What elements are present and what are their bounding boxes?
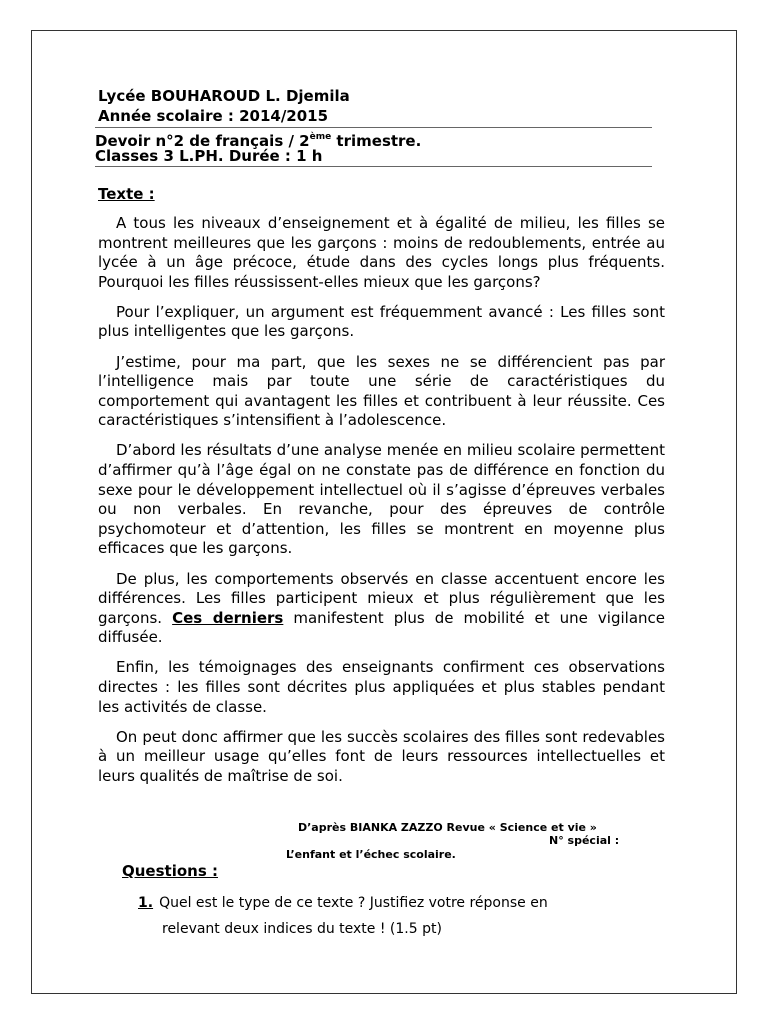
- assignment-title-end: trimestre.: [331, 132, 422, 150]
- assignment-title-superscript: ème: [309, 132, 332, 142]
- question-text-line-2: relevant deux indices du texte ! (1.5 pt): [162, 921, 442, 937]
- question-text-line-1: Quel est le type de ce texte ? Justifiez votre réponse en: [159, 895, 548, 911]
- paragraph-2: Pour l’expliquer, un argument est fréquemment avancé : Les filles sont plus intelligentes que les garçons.: [98, 302, 665, 341]
- paragraph-4: D’abord les résultats d’une analyse menée en milieu scolaire permettent d’affirmer qu’à l’âge égal on ne constate pas de différence en fonction du sexe pour le développement intellectuel où il s’agisse d’épreuves verbales ou non verbales. En revanche, pour des épreuves de contrôle psychomoteur et d’attention, les filles se montrent en moyenne plus efficaces que les garçons.: [98, 441, 665, 558]
- paragraph-5: [98, 570, 665, 648]
- paragraph-5-start: De plus, les comportements observés en classe accentuent encore les différences. Les filles participent mieux et plus régulièrement que les garçons.: [98, 569, 665, 627]
- school-name: Lycée BOUHAROUD L. Djemila: [98, 87, 350, 105]
- header-divider-bottom: [95, 166, 652, 167]
- paragraph-7: On peut donc affirmer que les succès scolaires des filles sont redevables à un meilleur usage qu’elles font de leurs ressources intellectuelles et leurs qualités de maîtrise de soi.: [98, 727, 665, 785]
- source-line-1: D’après BIANKA ZAZZO Revue « Science et vie »: [298, 821, 597, 834]
- paragraph-5-end: manifestent plus de mobilité et une vigilance diffusée.: [98, 608, 665, 647]
- question-number: 1.: [138, 895, 154, 911]
- text-body: [98, 214, 665, 797]
- source-line-2: N° spécial :: [549, 834, 620, 847]
- paragraph-3: J’estime, pour ma part, que les sexes ne se différencient pas par l’intelligence mais par toute une série de caractéristiques du comportement qui avantagent les filles et contribuent à leur réussite. Ces caractéristiques s’intensifient à l’adolescence.: [98, 352, 665, 430]
- text-title: Texte :: [98, 185, 155, 203]
- school-year: Année scolaire : 2014/2015: [98, 107, 329, 125]
- paragraph-1: A tous les niveaux d’enseignement et à égalité de milieu, les filles se montrent meilleures que les garçons : moins de redoublements, entrée au lycée à un âge précoce, étude dans des cycles longs plus fréquents. Pourquoi les filles réussissent-elles mieux que les garçons?: [98, 214, 665, 291]
- assignment-title-main: Devoir n°2 de français / 2: [95, 132, 310, 150]
- questions-title: Questions :: [122, 862, 218, 880]
- class-duration: Classes 3 L.PH. Durée : 1 h: [95, 147, 323, 165]
- source-line-3: L’enfant et l’échec scolaire.: [286, 848, 456, 861]
- paragraph-6: Enfin, les témoignages des enseignants confirment ces observations directes : les filles sont décrites plus appliquées et plus stables pendant les activités de classe.: [98, 658, 665, 716]
- question-1: [138, 890, 658, 942]
- underlined-phrase: Ces derniers: [172, 608, 284, 627]
